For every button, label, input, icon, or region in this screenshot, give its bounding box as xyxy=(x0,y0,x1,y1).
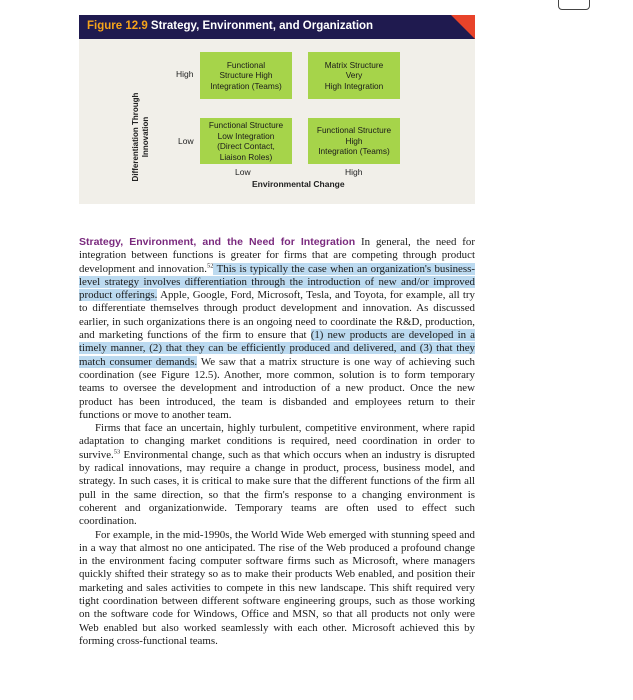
figure-12-9 xyxy=(79,15,475,204)
footnote-ref: 53 xyxy=(113,448,121,456)
figure-header xyxy=(79,15,475,39)
figure-title-text: Strategy, Environment, and Organization xyxy=(150,20,374,32)
cell-bottom-left: Functional Structure Low Integration (Direct Contact, Liaison Roles) xyxy=(200,118,292,164)
cell-top-right: Matrix Structure Very High Integration xyxy=(308,52,400,99)
y-tick-low: Low xyxy=(178,136,194,146)
cell-top-left: Functional Structure High Integration (Teams) xyxy=(200,52,292,99)
highlight-1[interactable]: This is typically the case when an organization's business-level strategy involves differentiation through the introduction of new and/or improved product offerings. xyxy=(79,262,475,302)
paragraph-2: Firms that face an uncertain, highly turbulent, competitive environment, where rapid adaptation to changing market conditions is required, need coordination in order to survive.$^{53}$ Environmental change, such as that which occurs when an industry is disrupted by radical innovations, may require a change in product, process, business model, and strategy. In such cases, it is critical to make sure that the different functions of the firm all pull in the same direction, so that the firm's response to a changing environment is coherent and organizationwide. Temporary teams are often used to effect such coordination. xyxy=(79,422,475,528)
figure-title xyxy=(87,20,373,32)
x-tick-low: Low xyxy=(235,167,251,177)
header-corner-accent xyxy=(451,15,475,39)
body-text xyxy=(79,236,475,648)
paragraph-3: For example, in the mid-1990s, the World Wide Web emerged with stunning speed and in a way that almost no one anticipated. The rise of the Web produced a profound change in the environment facing computer software firms such as Microsoft, where managers quickly shifted their strategy so as to make their products Web enabled, and position their marketing and sales activities to compete in this new landscape. This shift required very tight coordination between different software engineering groups, such as those working on the software code for Windows, Office and MSN, so that all products not only were Web enabled but also worked seamlessly with each other. Microsoft achieved this by forming cross-functional teams. xyxy=(79,528,475,647)
cell-bottom-right: Functional Structure High Integration (Teams) xyxy=(308,118,400,164)
highlight-2[interactable]: (1) new products are developed in a timely manner, (2) that they can be efficiently produced and delivered, and (3) that they match consumer demands. xyxy=(79,329,475,368)
footnote-ref: 52 xyxy=(206,261,214,269)
y-axis-label: Differentiation Through Innovation xyxy=(131,92,150,182)
y-tick-high: High xyxy=(176,69,194,79)
x-tick-high: High xyxy=(345,167,363,177)
section-heading: Strategy, Environment, and the Need for Integration xyxy=(79,236,356,248)
paragraph-1: Strategy, Environment, and the Need for Integration In general, the need for integration between functions is greater for firms that are competing through product development and innovation.$^{52}$ This is typically the case when an organization's business-level strategy involves differentiation through the introduction of new and/or improved product offerings. Apple, Google, Ford, Microsoft, Tesla, and Toyota, for example, all try to differentiate themselves through product development and innovation. As discussed earlier, in such organizations there is an ongoing need to coordinate the R&D, production, and marketing functions of the firm to ensure that (1) new products are developed in a timely manner, (2) that they can be efficiently produced and delivered, and (3) that they match consumer demands. We saw that a matrix structure is one way of achieving such coordination (see Figure 12.5). Another, more common, solution is to form temporary teams to oversee the development and introduction of a new product. Once the new product has been introduced, the team is disbanded and employees return to their functions or move to another team. xyxy=(79,236,475,421)
window-corner-button[interactable] xyxy=(558,0,590,10)
figure-number: Figure 12.9 xyxy=(87,20,148,32)
x-axis-label: Environmental Change xyxy=(252,179,345,189)
